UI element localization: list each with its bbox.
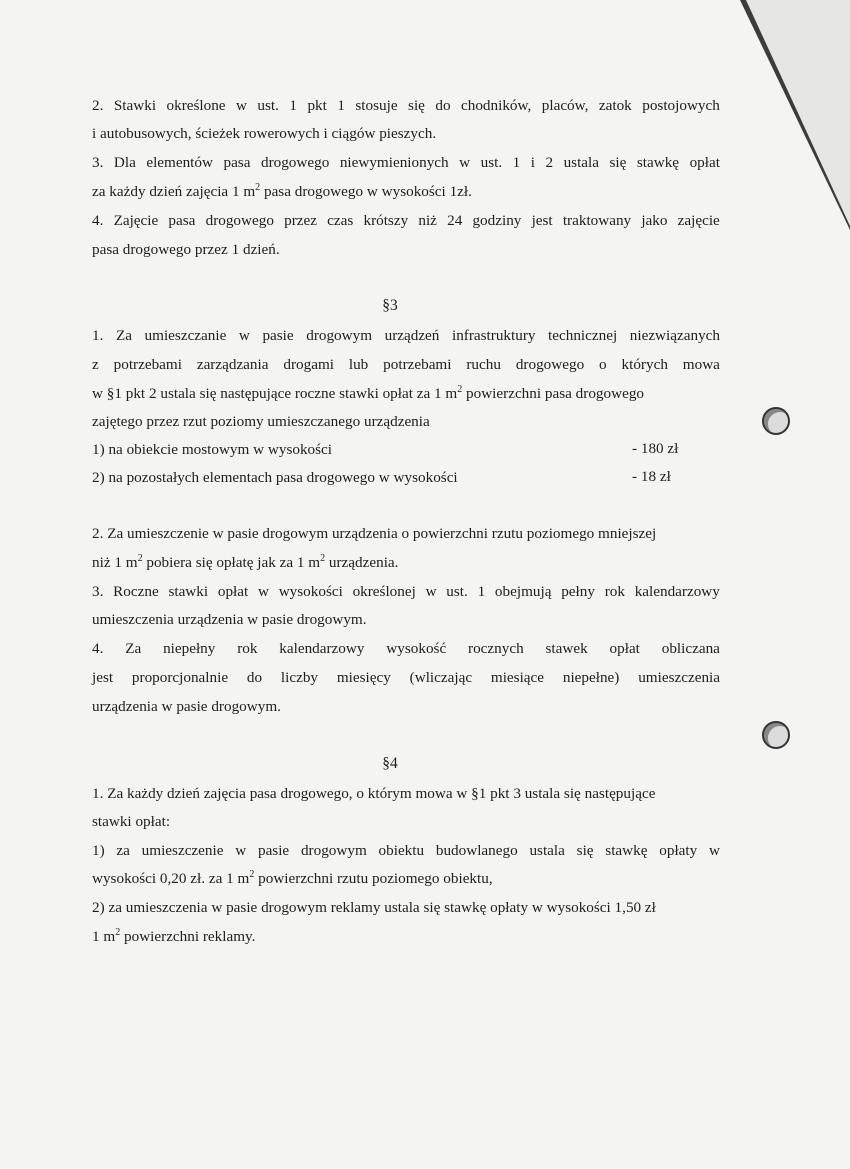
word: których bbox=[621, 356, 668, 373]
word: się bbox=[576, 842, 594, 859]
s3-paragraph-2-line-1: 2. Za umieszczenie w pasie drogowym urządzenia o powierzchni rzutu poziomego mniejszej bbox=[92, 525, 657, 542]
word: niewymienionych bbox=[339, 154, 449, 171]
word: ust. bbox=[446, 583, 468, 600]
word: przez bbox=[284, 212, 317, 229]
word: umieszczenie bbox=[141, 842, 224, 859]
word: jako bbox=[641, 212, 668, 229]
s4-item-2-line-1: 2) za umieszczenia w pasie drogowym reklamy ustala się stawkę opłaty w wysokości 1,50 zł bbox=[92, 899, 656, 916]
word: zajęcie bbox=[677, 212, 720, 229]
paragraph-3-line-1 bbox=[92, 153, 720, 173]
word: infrastruktury bbox=[451, 327, 536, 344]
word: 1 bbox=[289, 97, 297, 114]
word: liczby bbox=[280, 669, 319, 686]
word: 1) bbox=[92, 842, 105, 859]
word: się bbox=[609, 154, 627, 171]
s3-paragraph-4-line-1 bbox=[92, 639, 720, 659]
s4-paragraph-1-line-2: stawki opłat: bbox=[92, 813, 171, 830]
word: się bbox=[408, 97, 425, 114]
word: określone bbox=[166, 97, 226, 114]
word: o bbox=[599, 356, 607, 373]
word: umieszczanie bbox=[144, 327, 227, 344]
word: technicznej bbox=[548, 327, 618, 344]
word: czas bbox=[327, 212, 354, 229]
word: opłaty bbox=[659, 842, 698, 859]
s3-paragraph-4-line-2 bbox=[92, 668, 720, 688]
word: pasa bbox=[223, 154, 251, 171]
word: placów, bbox=[541, 97, 589, 114]
word: pasie bbox=[257, 842, 290, 859]
word: urządzeń bbox=[384, 327, 440, 344]
word: pasa bbox=[168, 212, 196, 229]
word: kalendarzowy bbox=[279, 640, 365, 657]
word: Za bbox=[125, 640, 142, 657]
fee-item-2-label: 2) na pozostałych elementach pasa drogowego w wysokości bbox=[92, 469, 458, 486]
word: stawkę bbox=[636, 154, 680, 171]
word: w bbox=[708, 842, 720, 859]
word: proporcjonalnie bbox=[131, 669, 229, 686]
folded-corner bbox=[746, 0, 850, 226]
paragraph-3-line-2: za każdy dzień zajęcia 1 $m^2$ pasa drogowego w wysokości 1zł. bbox=[92, 181, 472, 200]
word: ustala bbox=[563, 154, 599, 171]
word: drogowego bbox=[205, 212, 274, 229]
word: postojowych bbox=[642, 97, 720, 114]
word: obejmują bbox=[494, 583, 552, 600]
paragraph-2-line-2: i autobusowych, ścieżek rowerowych i ciągów pieszych. bbox=[92, 125, 437, 142]
word: drogowym bbox=[306, 327, 373, 344]
s3-paragraph-4-line-3: urządzenia w pasie drogowym. bbox=[92, 698, 281, 715]
word: zarządzania bbox=[196, 356, 269, 373]
s4-paragraph-1-line-1: 1. Za każdy dzień zajęcia pasa drogowego, o którym mowa w §1 pkt 3 ustala się następujące bbox=[92, 785, 656, 802]
paragraph-4-line-2: pasa drogowego przez 1 dzień. bbox=[92, 241, 280, 258]
word: 2 bbox=[545, 154, 554, 171]
word: opłat bbox=[217, 583, 249, 600]
s3-paragraph-3-line-2: umieszczenia urządzenia w pasie drogowym. bbox=[92, 611, 367, 628]
word: obliczana bbox=[661, 640, 720, 657]
s3-paragraph-1-line-1 bbox=[92, 326, 720, 346]
s4-item-1-line-1 bbox=[92, 841, 720, 861]
word: elementów bbox=[146, 154, 213, 171]
word: drogowego bbox=[260, 154, 330, 171]
word: drogami bbox=[283, 356, 334, 373]
word: niepełne) bbox=[562, 669, 620, 686]
word: 1 bbox=[337, 97, 345, 114]
word: miesiące bbox=[490, 669, 545, 686]
word: krótszy bbox=[363, 212, 409, 229]
word: budowlanego bbox=[435, 842, 518, 859]
word: 1 bbox=[512, 154, 521, 171]
word: Zajęcie bbox=[113, 212, 159, 229]
s4-item-1-line-2: wysokości 0,20 zł. za 1 $m^2$ powierzchni rzutu poziomego obiektu, bbox=[92, 868, 493, 887]
word: 3. bbox=[92, 583, 104, 600]
word: wysokości bbox=[278, 583, 343, 600]
word: za bbox=[116, 842, 130, 859]
word: stawki bbox=[168, 583, 209, 600]
paragraph-2-line-1 bbox=[92, 96, 720, 116]
word: traktowany bbox=[562, 212, 632, 229]
word: Za bbox=[115, 327, 132, 344]
word: mowa bbox=[682, 356, 720, 373]
word: Dla bbox=[113, 154, 136, 171]
paragraph-4-line-1 bbox=[92, 211, 720, 231]
fee-item-2-amount: - 18 zł bbox=[632, 468, 671, 485]
word: 24 bbox=[447, 212, 463, 229]
word: jest bbox=[92, 669, 114, 686]
s3-paragraph-2-line-2: niż 1 $m^2$ pobiera się opłatę jak za 1 $m^2$ urządzenia. bbox=[92, 552, 399, 571]
word: jest bbox=[531, 212, 553, 229]
s3-paragraph-1-line-2 bbox=[92, 355, 720, 375]
word: do bbox=[246, 669, 263, 686]
word: lub bbox=[348, 356, 369, 373]
s3-paragraph-1-line-3: w §1 pkt 2 ustala się następujące roczne stawki opłat za 1 $m^2$ powierzchni pasa drogowego bbox=[92, 383, 645, 402]
word: ust. bbox=[257, 97, 279, 114]
word: w bbox=[459, 154, 471, 171]
word: (wliczając bbox=[409, 669, 473, 686]
word: pełny bbox=[561, 583, 595, 600]
word: w bbox=[238, 327, 250, 344]
word: niż bbox=[418, 212, 437, 229]
word: ust. bbox=[480, 154, 503, 171]
word: opłat bbox=[689, 154, 720, 171]
word: 1 bbox=[477, 583, 486, 600]
word: obiektu bbox=[378, 842, 425, 859]
word: stawek bbox=[545, 640, 588, 657]
word: pasie bbox=[262, 327, 294, 344]
word: 4. bbox=[92, 640, 104, 657]
section-3-heading: §3 bbox=[382, 297, 398, 314]
word: godziny bbox=[472, 212, 522, 229]
word: kalendarzowy bbox=[634, 583, 720, 600]
punch-hole-top bbox=[762, 407, 790, 435]
word: ruchu bbox=[466, 356, 501, 373]
word: niezwiązanych bbox=[629, 327, 720, 344]
word: wysokość bbox=[386, 640, 447, 657]
punch-hole-bottom bbox=[762, 721, 790, 749]
word: 2. bbox=[92, 97, 104, 114]
word: ustala bbox=[529, 842, 565, 859]
word: Roczne bbox=[113, 583, 159, 600]
section-4-heading: §4 bbox=[382, 755, 398, 772]
word: w bbox=[236, 97, 247, 114]
word: opłat bbox=[609, 640, 640, 657]
word: w bbox=[235, 842, 247, 859]
s3-paragraph-1-line-4: zajętego przez rzut poziomy umieszczanego urządzenia bbox=[92, 413, 430, 430]
word: 1. bbox=[92, 327, 104, 344]
s4-item-2-line-2: 1 $m^2$ powierzchni reklamy. bbox=[92, 926, 256, 945]
word: w bbox=[257, 583, 269, 600]
word: zatok bbox=[598, 97, 632, 114]
word: w bbox=[425, 583, 437, 600]
word: chodników, bbox=[461, 97, 532, 114]
word: do bbox=[435, 97, 451, 114]
word: potrzebami bbox=[383, 356, 452, 373]
word: 3. bbox=[92, 154, 104, 171]
word: drogowego bbox=[515, 356, 585, 373]
word: stosuje bbox=[355, 97, 398, 114]
word: pkt bbox=[307, 97, 327, 114]
word: rocznych bbox=[468, 640, 524, 657]
word: rok bbox=[237, 640, 258, 657]
fee-item-1-label: 1) na obiekcie mostowym w wysokości bbox=[92, 441, 333, 458]
word: miesięcy bbox=[336, 669, 391, 686]
word: drogowym bbox=[300, 842, 367, 859]
s3-paragraph-3-line-1 bbox=[92, 582, 720, 602]
word: 4. bbox=[92, 212, 104, 229]
word: określonej bbox=[352, 583, 416, 600]
word: rok bbox=[604, 583, 625, 600]
word: potrzebami bbox=[113, 356, 182, 373]
word: niepełny bbox=[163, 640, 216, 657]
word: Stawki bbox=[113, 97, 157, 114]
word: umieszczenia bbox=[638, 669, 720, 686]
fee-item-1-amount: - 180 zł bbox=[632, 440, 679, 457]
word: i bbox=[530, 154, 535, 171]
word: stawkę bbox=[605, 842, 648, 859]
word: z bbox=[92, 356, 99, 373]
